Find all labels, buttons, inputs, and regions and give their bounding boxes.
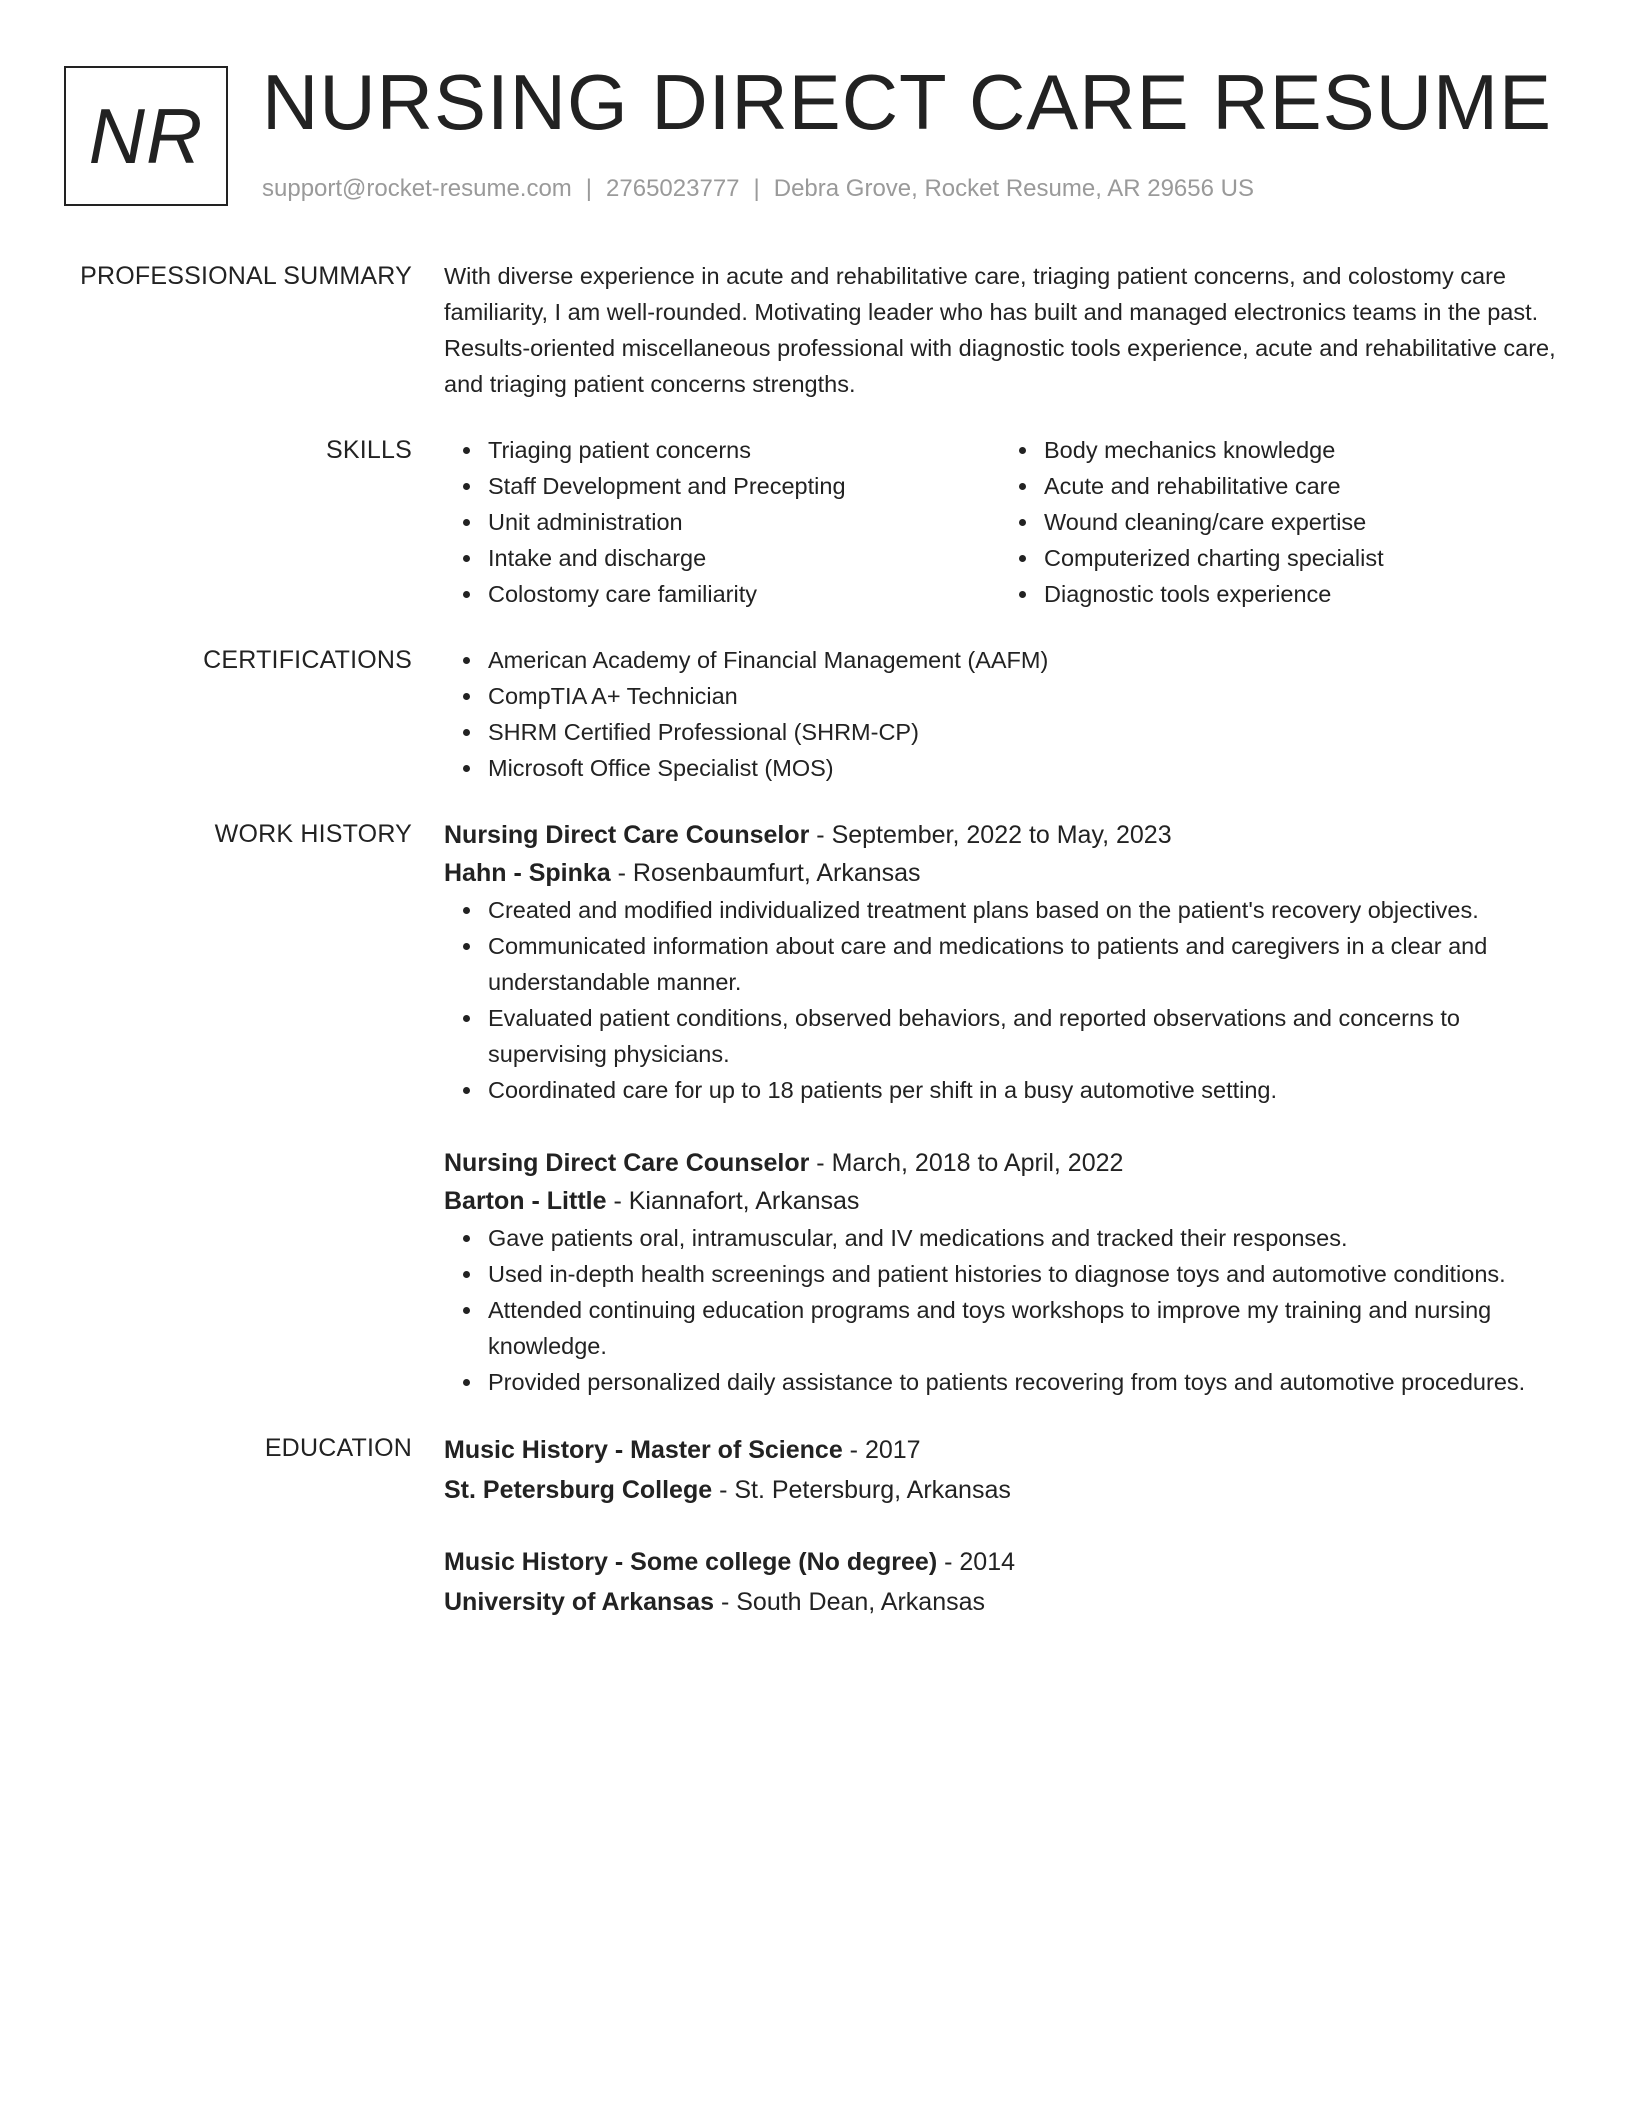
certification-item: CompTIA A+ Technician: [488, 678, 1556, 714]
job-company: Hahn - Spinka: [444, 859, 611, 887]
job-duty: Evaluated patient conditions, observed behaviors, and reported observations and concerns to supervising physicians.: [488, 1000, 1556, 1072]
skill-item: Wound cleaning/care expertise: [1044, 504, 1556, 540]
job-employer-line: Barton - Little - Kiannafort, Arkansas: [444, 1187, 860, 1215]
education-school-line: University of Arkansas - South Dean, Arkansas: [444, 1588, 986, 1616]
skill-item: Colostomy care familiarity: [488, 576, 1000, 612]
contact-phone[interactable]: 2765023777: [606, 175, 740, 202]
section-label: PROFESSIONAL SUMMARY: [80, 262, 412, 290]
education-year: 2017: [864, 1436, 921, 1464]
job-title-line: Nursing Direct Care Counselor - September, 2022 to May, 2023: [444, 821, 1172, 849]
education-location: St. Petersburg, Arkansas: [734, 1476, 1011, 1504]
job-entry: [444, 816, 1556, 1108]
education-school-line: St. Petersburg College - St. Petersburg, Arkansas: [444, 1476, 1011, 1504]
contact-separator: |: [753, 175, 760, 202]
education-school: University of Arkansas: [444, 1588, 715, 1616]
education-location: South Dean, Arkansas: [736, 1588, 986, 1616]
job-employer-line: Hahn - Spinka - Rosenbaumfurt, Arkansas: [444, 859, 921, 887]
job-duties-list: [444, 1220, 1556, 1400]
contact-line: [262, 172, 1254, 206]
skills-grid: [444, 432, 1556, 612]
skills-list-right: [1000, 432, 1556, 612]
skill-item: Triaging patient concerns: [488, 432, 1000, 468]
education-degree: Music History - Master of Science: [444, 1436, 843, 1464]
certification-item: Microsoft Office Specialist (MOS): [488, 750, 1556, 786]
job-duty: Gave patients oral, intramuscular, and IV medications and tracked their responses.: [488, 1220, 1556, 1256]
contact-email[interactable]: support@rocket-resume.com: [262, 175, 572, 202]
section-label: EDUCATION: [264, 1434, 412, 1462]
job-dates: September, 2022 to May, 2023: [831, 821, 1172, 849]
job-entry: [444, 1144, 1556, 1400]
education-entry: [444, 1430, 1556, 1510]
job-duty: Coordinated care for up to 18 patients per shift in a busy automotive setting.: [488, 1072, 1556, 1108]
skills-section: [64, 432, 1564, 612]
job-title: Nursing Direct Care Counselor: [444, 1149, 810, 1177]
education-degree: Music History - Some college (No degree): [444, 1548, 938, 1576]
monogram-box: [64, 66, 228, 206]
skill-item: Unit administration: [488, 504, 1000, 540]
certifications-list: [444, 642, 1556, 786]
skill-item: Staff Development and Precepting: [488, 468, 1000, 504]
work-history-section: [64, 816, 1564, 1400]
education-section: [64, 1430, 1564, 1622]
education-school: St. Petersburg College: [444, 1476, 713, 1504]
job-duty: Attended continuing education programs and toys workshops to improve my training and nursing knowledge.: [488, 1292, 1556, 1364]
job-duty: Created and modified individualized treatment plans based on the patient's recovery objectives.: [488, 892, 1556, 928]
summary-text: With diverse experience in acute and rehabilitative care, triaging patient concerns, and colostomy care familiarity, I am well-rounded. Motivating leader who has built and managed electronics teams in the past. Results-oriented miscellaneous professional with diagnostic tools experience, acute and rehabilitative care, and triaging patient concerns strengths.: [444, 263, 1556, 397]
education-degree-line: Music History - Master of Science - 2017: [444, 1436, 921, 1464]
job-title-line: Nursing Direct Care Counselor - March, 2018 to April, 2022: [444, 1149, 1124, 1177]
certifications-section: [64, 642, 1564, 786]
section-label: CERTIFICATIONS: [203, 646, 412, 674]
education-entry: [444, 1542, 1556, 1622]
job-title: Nursing Direct Care Counselor: [444, 821, 810, 849]
certification-item: SHRM Certified Professional (SHRM-CP): [488, 714, 1556, 750]
section-label: WORK HISTORY: [214, 820, 412, 848]
job-dates: March, 2018 to April, 2022: [831, 1149, 1124, 1177]
job-company: Barton - Little: [444, 1187, 607, 1215]
contact-address: Debra Grove, Rocket Resume, AR 29656 US: [773, 175, 1254, 202]
job-location: Kiannafort, Arkansas: [628, 1187, 860, 1215]
section-label: SKILLS: [326, 436, 412, 464]
education-year: 2014: [959, 1548, 1016, 1576]
skills-list-left: [444, 432, 1000, 612]
skill-item: Intake and discharge: [488, 540, 1000, 576]
certification-item: American Academy of Financial Management (AAFM): [488, 642, 1556, 678]
job-duty: Used in-depth health screenings and patient histories to diagnose toys and automotive conditions.: [488, 1256, 1556, 1292]
job-duty: Communicated information about care and medications to patients and caregivers in a clear and understandable manner.: [488, 928, 1556, 1000]
contact-separator: |: [585, 175, 593, 202]
skill-item: Acute and rehabilitative care: [1044, 468, 1556, 504]
page-title: NURSING DIRECT CARE RESUME: [262, 58, 1553, 146]
job-duty: Provided personalized daily assistance to patients recovering from toys and automotive procedures.: [488, 1364, 1556, 1400]
skill-item: Computerized charting specialist: [1044, 540, 1556, 576]
monogram-initials: NR: [88, 91, 204, 180]
professional-summary-section: [64, 258, 1564, 402]
education-degree-line: Music History - Some college (No degree) - 2014: [444, 1548, 1016, 1576]
skill-item: Body mechanics knowledge: [1044, 432, 1556, 468]
job-duties-list: [444, 892, 1556, 1108]
skill-item: Diagnostic tools experience: [1044, 576, 1556, 612]
resume-content: [64, 258, 1564, 1622]
job-location: Rosenbaumfurt, Arkansas: [632, 859, 921, 887]
